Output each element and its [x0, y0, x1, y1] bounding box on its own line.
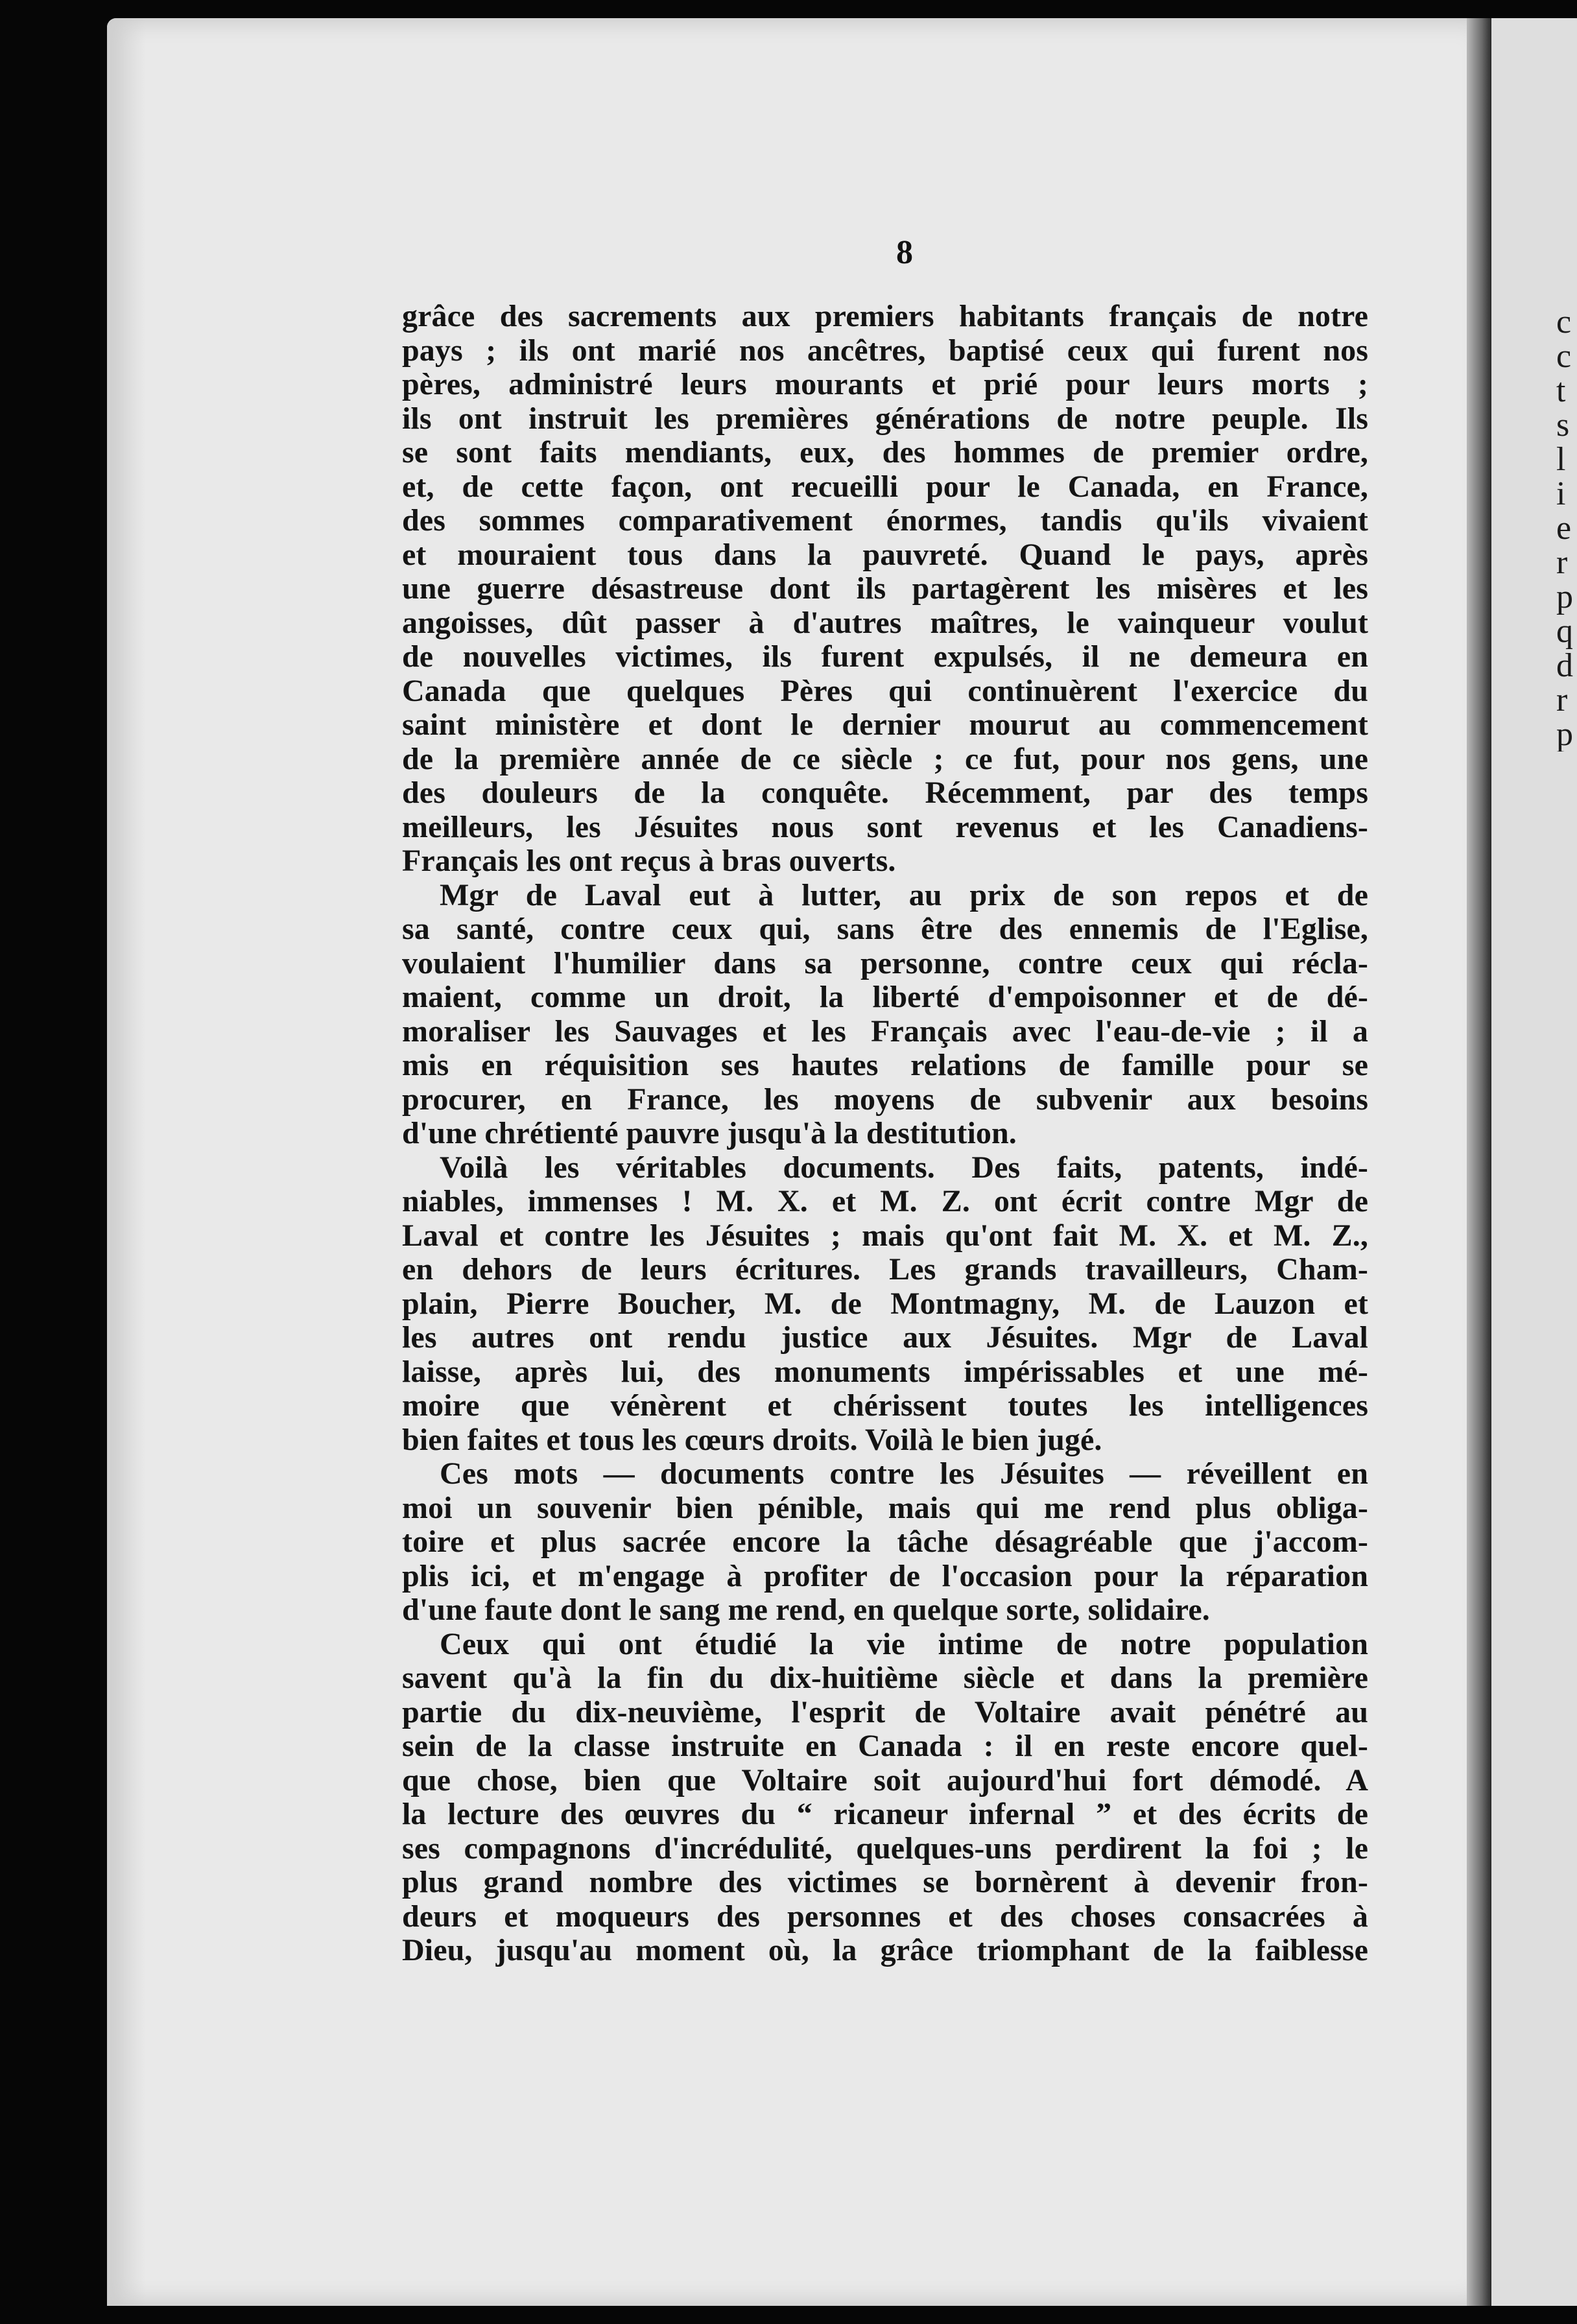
text-line: Canada que quelques Pères qui continuèrent l'exercice du	[402, 673, 1368, 708]
text-line: mis en réquisition ses hautes relations de famille pour se	[402, 1048, 1368, 1082]
text-line: se sont faits mendiants, eux, des hommes de premier ordre,	[402, 435, 1368, 469]
text-line: les autres ont rendu justice aux Jésuites. Mgr de Laval	[402, 1320, 1368, 1355]
text-line: bien faites et tous les cœurs droits. Voilà le bien jugé.	[402, 1422, 1102, 1457]
text-line: ils ont instruit les premières générations de notre peuple. Ils	[402, 401, 1368, 436]
text-line: d'une chrétienté pauvre jusqu'à la destitution.	[402, 1116, 1017, 1150]
text-line: d'une faute dont le sang me rend, en quelque sorte, solidaire.	[402, 1593, 1210, 1627]
text-line: meilleurs, les Jésuites nous sont revenus et les Canadiens-	[402, 809, 1368, 844]
text-line: et, de cette façon, ont recueilli pour le Canada, en France,	[402, 469, 1368, 504]
text-line: moire que vénèrent et chérissent toutes les intelligences	[402, 1388, 1368, 1423]
text-line: des douleurs de la conquête. Récemment, par des temps	[402, 776, 1368, 810]
page-edge-shadow	[107, 18, 146, 2306]
book-gutter	[1467, 18, 1491, 2306]
text-line: une guerre désastreuse dont ils partagèrent les misères et les	[402, 571, 1368, 606]
text-line: partie du dix-neuvième, l'esprit de Voltaire avait pénétré au	[402, 1694, 1368, 1729]
text-line: sa santé, contre ceux qui, sans être des ennemis de l'Eglise,	[402, 912, 1368, 946]
text-line: procurer, en France, les moyens de subvenir aux besoins	[402, 1082, 1368, 1117]
text-line: pères, administré leurs mourants et prié pour leurs morts ;	[402, 367, 1368, 401]
text-line: moi un souvenir bien pénible, mais qui me rend plus obliga-	[402, 1490, 1368, 1525]
facing-page-text-fragment: c c t s l i e r p q d r p	[1556, 305, 1573, 752]
text-line: savent qu'à la fin du dix-huitième siècle et dans la première	[402, 1661, 1368, 1695]
text-line: et mouraient tous dans la pauvreté. Quand le pays, après	[402, 537, 1368, 572]
text-line: en dehors de leurs écritures. Les grands travailleurs, Cham-	[402, 1252, 1368, 1286]
text-line: Laval et contre les Jésuites ; mais qu'ont fait M. X. et M. Z.,	[402, 1218, 1368, 1253]
text-line: grâce des sacrements aux premiers habitants français de notre	[402, 299, 1368, 333]
text-line: Voilà les véritables documents. Des faits, patents, indé-	[440, 1150, 1368, 1185]
text-line: de la première année de ce siècle ; ce fut, pour nos gens, une	[402, 741, 1368, 776]
text-line: de nouvelles victimes, ils furent expulsés, il ne demeura en	[402, 639, 1368, 674]
text-line: toire et plus sacrée encore la tâche désagréable que j'accom-	[402, 1524, 1368, 1559]
text-line: pays ; ils ont marié nos ancêtres, baptisé ceux qui furent nos	[402, 333, 1368, 368]
text-line: niables, immenses ! M. X. et M. Z. ont écrit contre Mgr de	[402, 1184, 1368, 1218]
page-body-text	[402, 300, 1368, 1968]
text-line: laisse, après lui, des monuments impérissables et une mé-	[402, 1354, 1368, 1389]
text-line: angoisses, dût passer à d'autres maîtres, le vainqueur voulut	[402, 605, 1368, 640]
text-line: la lecture des œuvres du “ ricaneur infernal ” et des écrits de	[402, 1797, 1368, 1831]
text-line: plain, Pierre Boucher, M. de Montmagny, M. de Lauzon et	[402, 1286, 1368, 1321]
text-line: Ces mots — documents contre les Jésuites — réveillent en	[440, 1456, 1368, 1491]
text-line: plis ici, et m'engage à profiter de l'occasion pour la réparation	[402, 1558, 1368, 1593]
text-line: plus grand nombre des victimes se bornèrent à devenir fron-	[402, 1865, 1368, 1899]
text-line: sein de la classe instruite en Canada : il en reste encore quel-	[402, 1729, 1368, 1763]
text-line: Ceux qui ont étudié la vie intime de notre population	[440, 1626, 1368, 1661]
text-line: voulaient l'humilier dans sa personne, contre ceux qui récla-	[402, 945, 1368, 980]
text-line: que chose, bien que Voltaire soit aujourd'hui fort démodé. A	[402, 1762, 1368, 1797]
page-number: 8	[896, 234, 913, 271]
text-line: Français les ont reçus à bras ouverts.	[402, 844, 896, 878]
text-line: ses compagnons d'incrédulité, quelques-uns perdirent la foi ; le	[402, 1831, 1368, 1866]
text-line: moraliser les Sauvages et les Français avec l'eau-de-vie ; il a	[402, 1014, 1368, 1049]
text-line: deurs et moqueurs des personnes et des choses consacrées à	[402, 1899, 1368, 1934]
text-line: des sommes comparativement énormes, tandis qu'ils vivaient	[402, 503, 1368, 538]
text-line: maient, comme un droit, la liberté d'empoisonner et de dé-	[402, 980, 1368, 1014]
text-line: Dieu, jusqu'au moment où, la grâce triomphant de la faiblesse	[402, 1933, 1368, 1967]
text-line: saint ministère et dont le dernier mourut au commencement	[402, 707, 1368, 742]
text-line: Mgr de Laval eut à lutter, au prix de son repos et de	[440, 877, 1368, 912]
